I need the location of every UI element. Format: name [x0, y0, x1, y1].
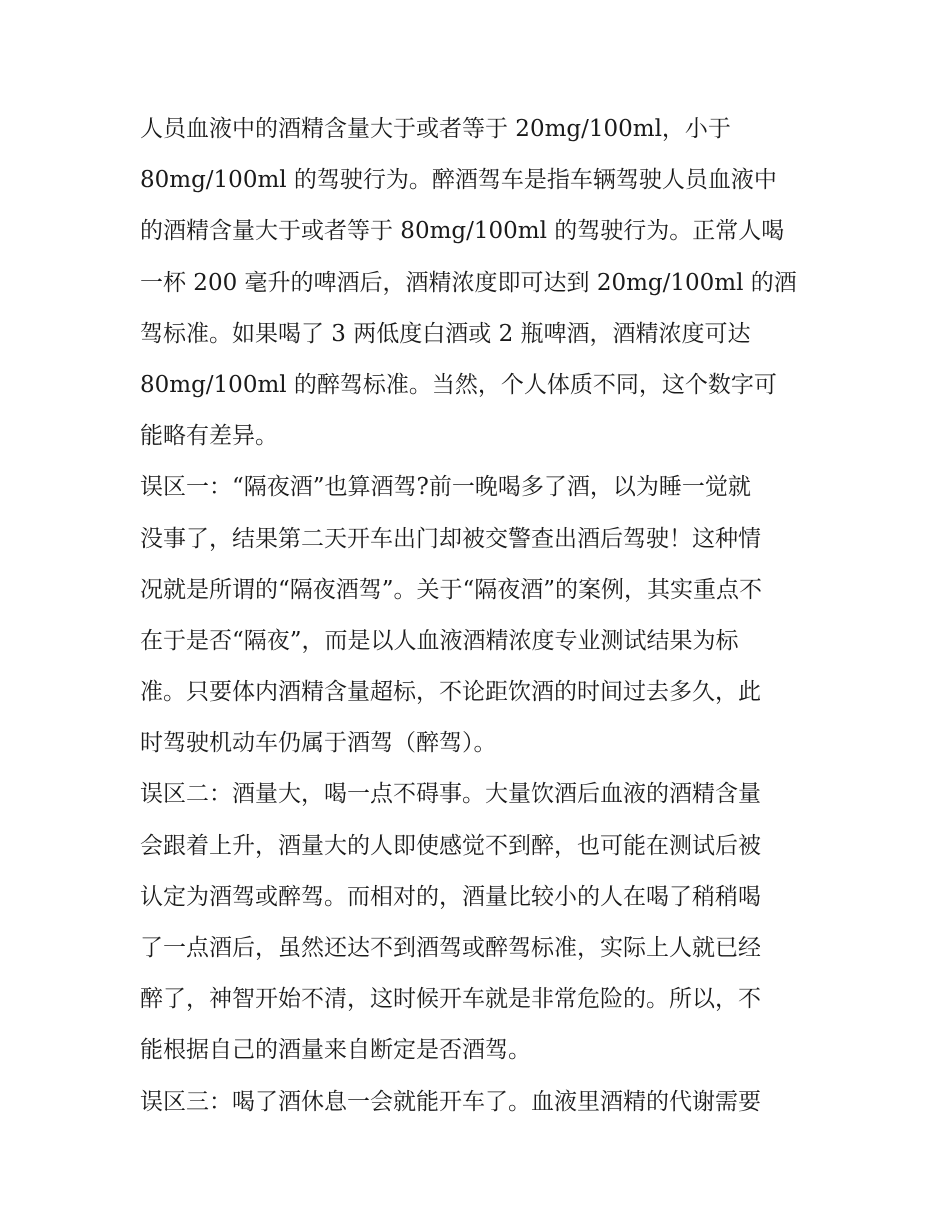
text-line: 准。只要体内酒精含量超标，不论距饮酒的时间过去多久，此	[140, 679, 761, 706]
text-line: 驾标准。如果喝了 3 两低度白酒或 2 瓶啤酒，酒精浓度可达	[140, 320, 751, 347]
misconception-three-line: 误区三：喝了酒休息一会就能开车了。血液里酒精的代谢需要	[140, 1088, 761, 1115]
text-line: 80mg/100ml 的驾驶行为。醉酒驾车是指车辆驾驶人员血液中	[140, 167, 777, 194]
body-text	[140, 104, 820, 1128]
text-line: 在于是否“隔夜”，而是以人血液酒精浓度专业测试结果为标	[140, 627, 739, 654]
text-line: 认定为酒驾或醉驾。而相对的，酒量比较小的人在喝了稍稍喝	[140, 883, 761, 910]
text-line: 会跟着上升，酒量大的人即使感觉不到醉，也可能在测试后被	[140, 832, 761, 859]
text-line: 能根据自己的酒量来自断定是否酒驾。	[140, 1037, 531, 1064]
text-line: 80mg/100ml 的醉驾标准。当然，个人体质不同，这个数字可	[140, 371, 777, 398]
text-line: 没事了，结果第二天开车出门却被交警查出酒后驾驶！这种情	[140, 525, 761, 552]
text-line: 况就是所谓的“隔夜酒驾”。关于“隔夜酒”的案例，其实重点不	[140, 576, 763, 603]
text-line: 能略有差异。	[140, 423, 278, 450]
text-line: 一杯 200 毫升的啤酒后，酒精浓度即可达到 20mg/100ml 的酒	[140, 269, 797, 296]
text-line: 的酒精含量大于或者等于 80mg/100ml 的驾驶行为。正常人喝	[140, 218, 785, 245]
text-line: 了一点酒后，虽然还达不到酒驾或醉驾标准，实际上人就已经	[140, 935, 761, 961]
text-line: 人员血液中的酒精含量大于或者等于 20mg/100ml，小于	[140, 116, 731, 142]
misconception-two-line: 误区二：酒量大，喝一点不碍事。大量饮酒后血液的酒精含量	[140, 781, 761, 808]
misconception-one-line: 误区一：“隔夜酒”也算酒驾?前一晚喝多了酒，以为睡一觉就	[140, 474, 751, 501]
text-line: 醉了，神智开始不清，这时候开车就是非常危险的。所以，不	[140, 986, 761, 1013]
text-line: 时驾驶机动车仍属于酒驾（醉驾）。	[140, 730, 497, 757]
